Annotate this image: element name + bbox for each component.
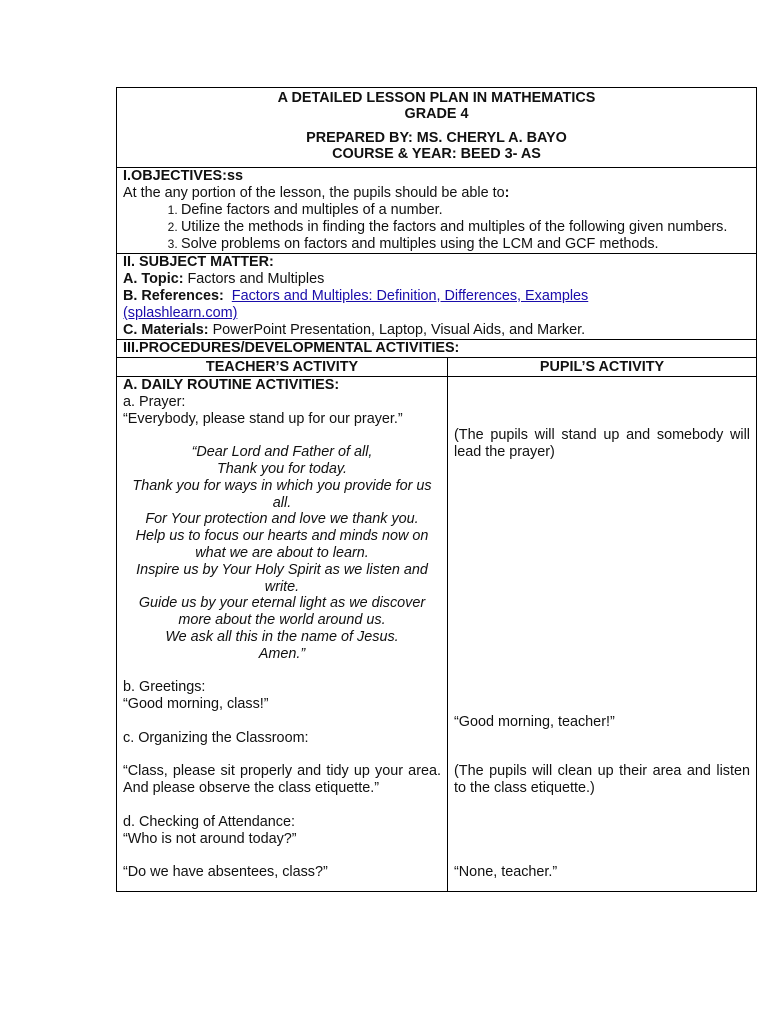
lesson-plan-table [116, 87, 757, 892]
pupil-activity-header: PUPIL’S ACTIVITY [539, 359, 665, 375]
topic-line: A. Topic: Factors and Multiples [123, 271, 325, 287]
greetings-teacher: “Good morning, class!” [123, 696, 269, 713]
pupil-attendance-response: “None, teacher.” [454, 863, 558, 880]
subject-matter-heading: II. SUBJECT MATTER: [123, 254, 274, 270]
teacher-activity-column [117, 377, 448, 891]
pupil-prayer-response: (The pupils will stand up and somebody will lead the prayer) [454, 427, 750, 460]
procedures-heading: III.PROCEDURES/DEVELOPMENTAL ACTIVITIES: [117, 340, 756, 358]
attendance-question-2: “Do we have absentees, class?” [123, 864, 328, 881]
lesson-header [117, 88, 756, 168]
attendance-label: d. Checking of Attendance: [123, 813, 296, 830]
objectives-list [123, 202, 750, 253]
objectives-intro: At the any portion of the lesson, the pupils should be able to: [123, 185, 510, 201]
teacher-activity-header: TEACHER’S ACTIVITY [117, 358, 448, 376]
grade-level: GRADE 4 [404, 106, 469, 122]
objectives-section [117, 168, 756, 254]
prepared-by: PREPARED BY: MS. CHERYL A. BAYO [306, 130, 567, 146]
prayer-text: “Dear Lord and Father of all, Thank you for today. Thank you for ways in which you provide for us all. For Your protection and love we thank you. Help us to focus our hearts and minds now on what we are about to learn. Inspire us by Your Holy Spirit as we listen and write. Guide us by your eternal light as we discover more about the world around us. We ask all this in the name of Jesus. Amen.” [132, 444, 432, 662]
reference-link[interactable]: Factors and Multiples: Definition, Differences, Examples [231, 288, 589, 304]
pupil-activity-column [448, 377, 756, 891]
objective-item: 2. Utilize the methods in finding the factors and multiples of the following given numbers. [181, 219, 750, 236]
objective-item: 3. Solve problems on factors and multiples using the LCM and GCF methods. [181, 236, 750, 253]
references-line: B. References: Factors and Multiples: Definition, Differences, Examples [123, 288, 589, 304]
attendance-question-1: “Who is not around today?” [123, 830, 297, 847]
daily-routine-heading: A. DAILY ROUTINE ACTIVITIES: [123, 377, 340, 393]
objectives-heading: I.OBJECTIVES:ss [123, 168, 243, 184]
organizing-label: c. Organizing the Classroom: [123, 729, 309, 746]
activity-body [117, 377, 756, 891]
subject-matter-section [117, 254, 756, 340]
course-year: COURSE & YEAR: BEED 3- AS [332, 146, 541, 162]
pupil-greeting-response: “Good morning, teacher!” [454, 713, 615, 730]
greetings-label: b. Greetings: [123, 679, 206, 696]
pupil-organizing-response: (The pupils will clean up their area and listen to the class etiquette.) [454, 763, 750, 797]
document-title: A DETAILED LESSON PLAN IN MATHEMATICS [277, 90, 596, 106]
materials-line: C. Materials: PowerPoint Presentation, Laptop, Visual Aids, and Marker. [123, 322, 586, 338]
reference-link-domain[interactable]: (splashlearn.com) [123, 305, 238, 321]
prayer-instruction: “Everybody, please stand up for our prayer.” [123, 410, 403, 427]
prayer-label: a. Prayer: [123, 393, 186, 410]
objective-item: 1. Define factors and multiples of a number. [181, 202, 750, 219]
organizing-teacher: “Class, please sit properly and tidy up your area. And please observe the class etiquette.” [123, 763, 441, 797]
activity-column-headers [117, 358, 756, 377]
